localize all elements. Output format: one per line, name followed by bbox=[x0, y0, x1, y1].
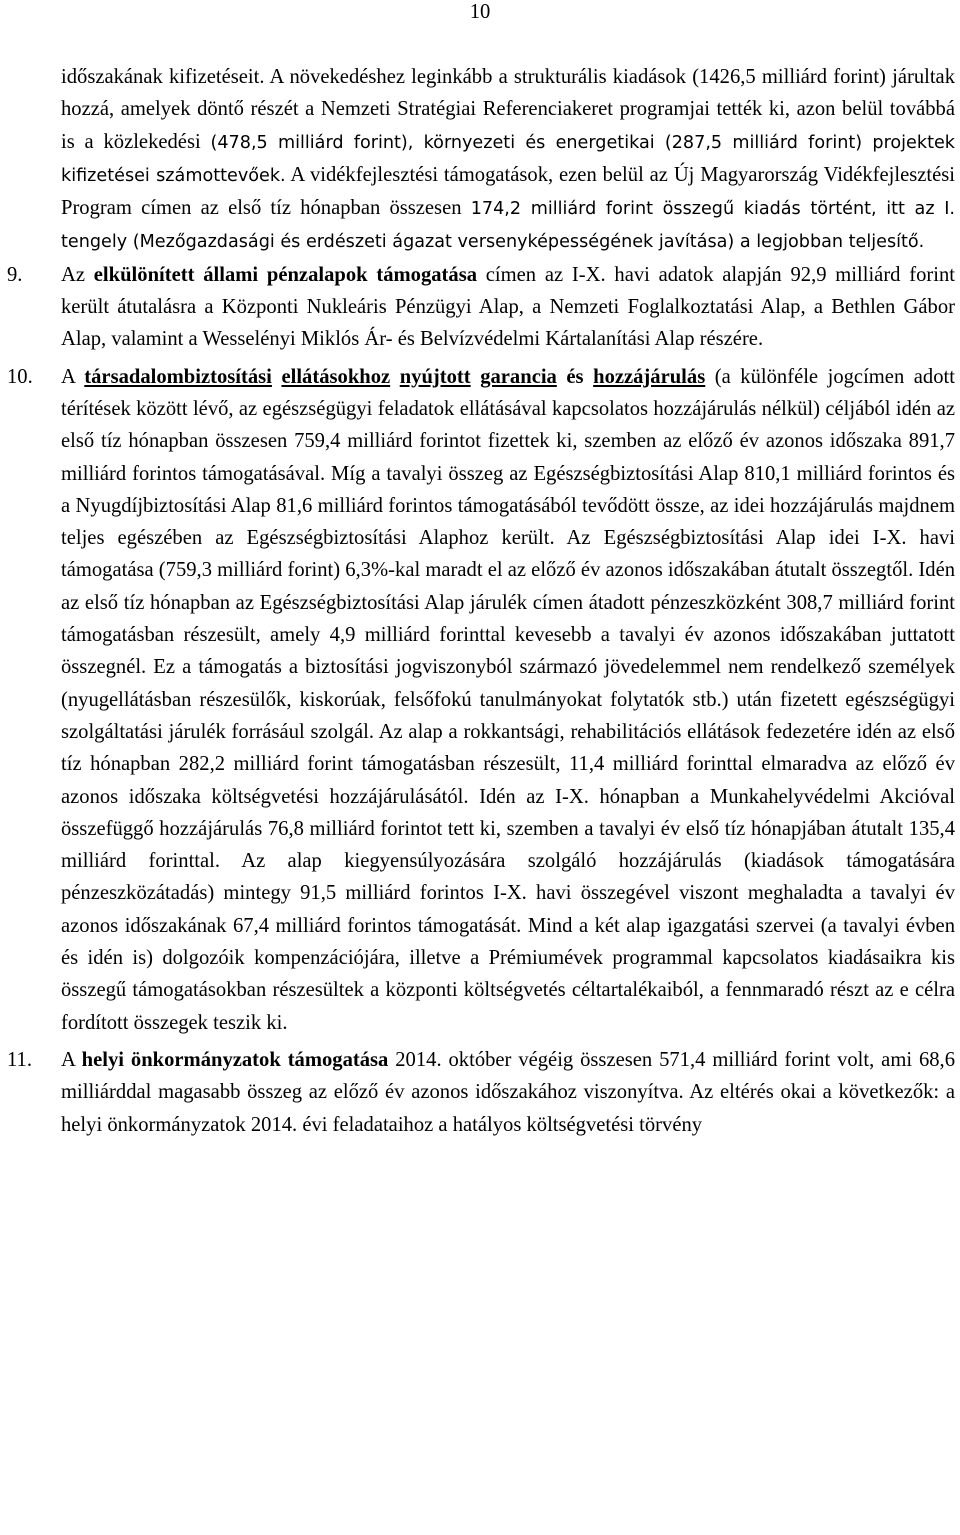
intro-text-1: időszakának kifizetéseit. A növekedéshez leginkább a strukturális kiadások (1426,5 milliárd forint) járultak hozzá, amelyek döntő részét a Nemzeti Stratégiai Referenciakeret programjai tették ki, azon belül továbbá is a közlekedési bbox=[61, 66, 955, 153]
item-title-part-3: nyújtott bbox=[399, 365, 471, 388]
item-text: (a különféle jogcímen adott térítések között lévő, az egészségügyi feladatok ellátásával kapcsolatos hozzájárulás nélkül) céljából idén az első tíz hónapban összesen 759,4 milliárd forintot fizettek ki, szemben az előző év azonos időszaka 891,7 milliárd forintos támogatásával. Míg a tavalyi összeg az Egészségbiztosítási Alap 810,1 milliárd forintos és a Nyugdíjbiztosítási Alap 81,6 milliárd forintos támogatásából tevődött össze, az idei hozzájárulás majdnem teljes egészében az Egészségbiztosítási Alaphoz került. Az Egészségbiztosítási Alap idei I-X. havi támogatása (759,3 milliárd forint) 6,3%-kal maradt el az előző év azonos időszakában átutalt összegtől. Idén az első tíz hónapban az Egészségbiztosítási Alap járulék címen átadott pénzeszközként 308,7 milliárd forint támogatásban részesült, amely 4,9 milliárd forinttal kevesebb a tavalyi év azonos időszakában juttatott összegnél. Ez a támogatás a biztosítási jogviszonyból származó jövedelemmel nem rendelkező személyek (nyugellátásban részesülők, kiskorúak, felsőfokú tanulmányokat folytatók stb.) után fizetett egészségügyi szolgáltatási járulék forrásául szolgál. Az alap a rokkantsági, rehabilitációs ellátások fedezetére idén az első tíz hónapban 282,2 milliárd forint támogatásban részesült, 11,4 milliárd forinttal elmaradva az előző év azonos időszaka költségvetési hozzájárulásától. Idén az I-X. hónapban a Munkahelyvédelmi Akcióval összefüggő hozzájárulás 76,8 milliárd forintot tett ki, szemben a tavalyi év első tíz hónapjában átutalt 135,4 milliárd forinttal. Az alap kiegyensúlyozására szolgáló hozzájárulás (kiadások támogatására pénzeszközátadás) mintegy 91,5 milliárd forintos I-X. havi összegével viszont meghaladta a tavalyi év azonos időszakának 67,4 milliárd forintos támogatását. Mind a két alap igazgatási szervei (a tavalyi évben és idén is) dolgozóik kompenzációjára, illetve a Prémiumévek programmal kapcsolatos kiadásaikra kis összegű támogatásokban részesültek a központi költségvetés céltartalékaiból, a fennmaradó részt az e célra fordított összegek teszik ki. bbox=[61, 365, 955, 1034]
item-number: 9. bbox=[7, 263, 23, 286]
item-title: elkülönített állami pénzalapok támogatása bbox=[93, 263, 478, 286]
intro-text-2: (478,5 milliárd forint), környezeti és energetikai (287,5 milliárd forint) projektek kifizetései számottevőek. bbox=[61, 132, 955, 186]
item-title-part-2: ellátásokhoz bbox=[281, 365, 391, 388]
intro-text-3: A vidékfejlesztési támogatások, ezen belül az Új Magyarország Vidékfejlesztési Program címen az első tíz hónapban összesen bbox=[61, 163, 955, 220]
item-text: 2014. október végéig összesen 571,4 milliárd forint volt, ami 68,6 milliárddal magasabb összeg az előző év azonos időszakához viszonyítva. Az eltérés okai a következők: a helyi önkormányzatok 2014. évi feladataihoz a hatályos költségvetési törvény bbox=[61, 1048, 956, 1136]
item-lead: A bbox=[61, 365, 85, 388]
item-lead: Az bbox=[61, 263, 94, 286]
item-number: 10. bbox=[7, 365, 33, 388]
item-text: címen az I-X. havi adatok alapján 92,9 milliárd forint került átutalásra a Központi Nukleáris Pénzügyi Alap, a Nemzeti Foglalkoztatási Alap, a Bethlen Gábor Alap, valamint a Wesselényi Miklós Ár- és Belvízvédelmi Kártalanítási Alap részére. bbox=[61, 263, 955, 351]
list-item-10 bbox=[7, 361, 955, 1039]
intro-paragraph bbox=[61, 61, 955, 259]
item-title-conjunction: és bbox=[566, 365, 584, 388]
item-title-part-1: társadalombiztosítási bbox=[84, 365, 272, 388]
item-lead: A bbox=[61, 1048, 82, 1071]
page-number: 10 bbox=[469, 1, 491, 23]
list-item-11 bbox=[7, 1044, 956, 1141]
item-paragraph bbox=[61, 259, 955, 356]
item-number: 11. bbox=[7, 1048, 32, 1071]
item-paragraph bbox=[61, 361, 955, 1039]
list-item-9 bbox=[7, 259, 955, 356]
intro-text-4: 174,2 milliárd forint összegű kiadás történt, itt az I. tengely (Mezőgazdasági és erdészeti ágazat versenyképességének javítása) a legjobban teljesítő. bbox=[61, 199, 955, 253]
item-title: helyi önkormányzatok támogatása bbox=[81, 1048, 389, 1071]
item-paragraph bbox=[61, 1044, 955, 1141]
item-title-part-4: garancia bbox=[480, 365, 557, 388]
document-body bbox=[7, 61, 956, 1141]
item-title-part-5: hozzájárulás bbox=[593, 365, 706, 388]
